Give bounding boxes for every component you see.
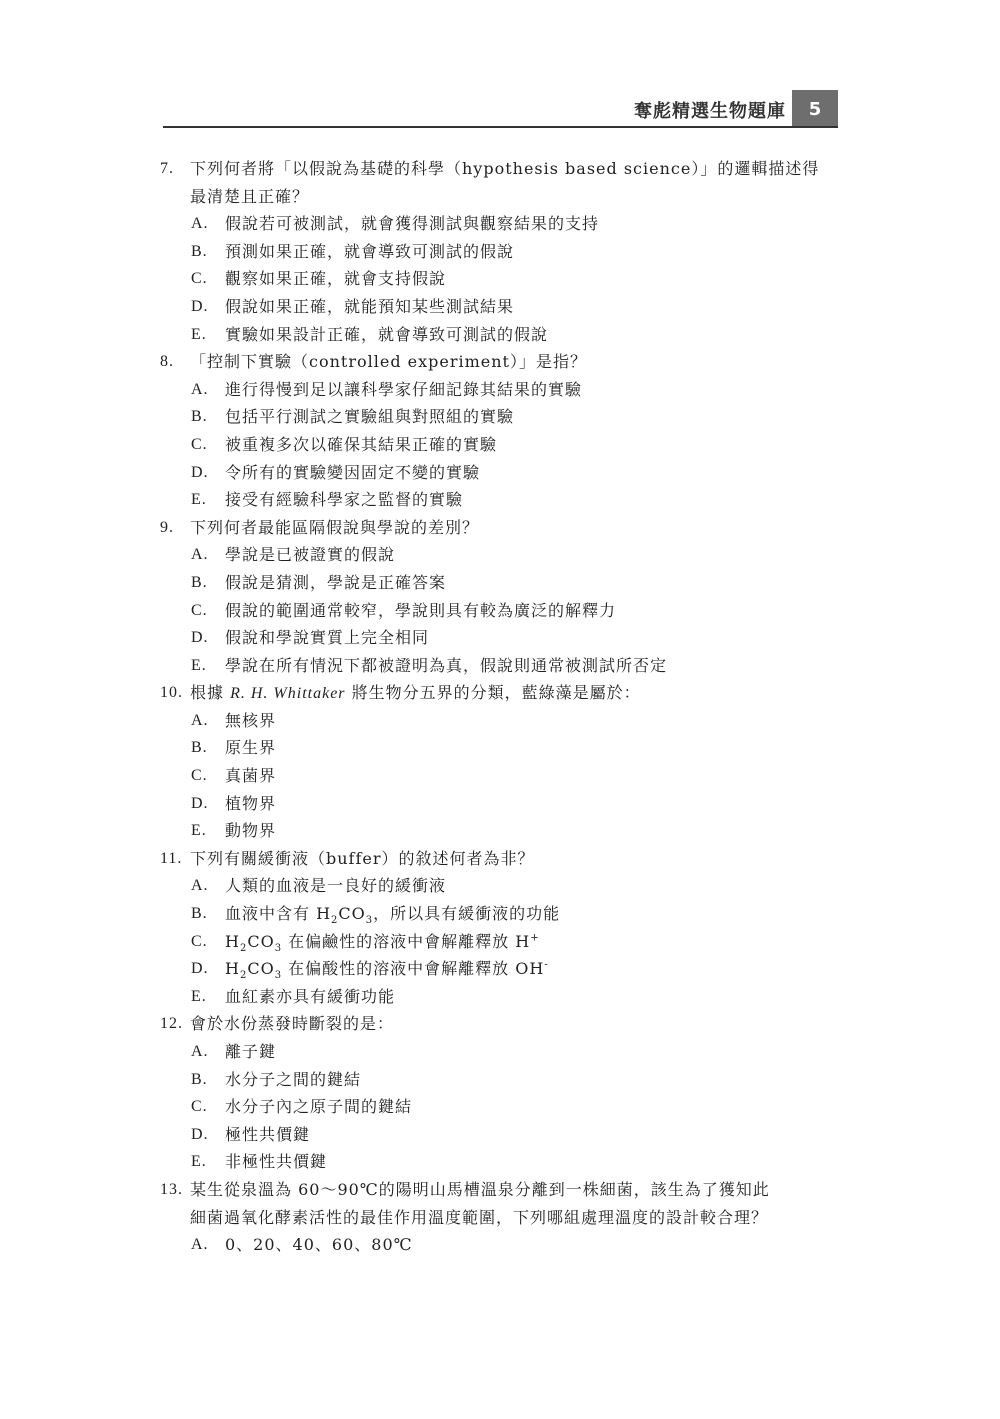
formula-part: ，所以具有緩衝液的功能 (373, 904, 561, 924)
option (160, 1121, 860, 1149)
option-letter: C. (191, 270, 208, 288)
option-text: 假說如果正確，就能預知某些測試結果 (225, 296, 515, 316)
formula-part: 血液中含有 H (225, 904, 332, 924)
option-text: 原生界 (225, 738, 277, 758)
question-number: 7. (160, 160, 174, 177)
question-number: 8. (160, 353, 174, 371)
formula-part: H (225, 931, 240, 951)
option-text: 包括平行測試之實驗組與對照組的實驗 (225, 407, 515, 427)
option (160, 321, 860, 349)
question-list (160, 155, 860, 1259)
question-12 (160, 1010, 860, 1176)
option-text (225, 955, 549, 983)
formula-part: CO (338, 904, 366, 924)
option-letter: E. (191, 987, 207, 1005)
option (160, 265, 860, 293)
option (160, 817, 860, 845)
option-letter: B. (191, 739, 208, 757)
superscript: - (544, 959, 549, 971)
option (160, 762, 860, 790)
option (160, 790, 860, 818)
option-text: 假說和學說實質上完全相同 (225, 628, 430, 648)
option (160, 1148, 860, 1176)
question-text: 下列有關緩衝液（buffer）的敘述何者為非？ (190, 848, 535, 868)
option-text: 離子鍵 (225, 1042, 277, 1061)
question-text: 下列何者最能區隔假說與學說的差別？ (190, 517, 480, 537)
option-letter: D. (191, 960, 209, 978)
option (160, 928, 860, 956)
option (160, 459, 860, 487)
question-text: 會於水份蒸發時斷裂的是： (190, 1014, 395, 1034)
option (160, 376, 860, 404)
option (160, 1093, 860, 1121)
question-number: 12. (160, 1015, 183, 1033)
option-letter: D. (191, 1125, 209, 1143)
page-number: 5 (792, 90, 838, 128)
option-letter: C. (191, 1098, 208, 1116)
option-text: 觀察如果正確，就會支持假說 (225, 269, 447, 289)
option (160, 900, 860, 928)
option-text: 非極性共價鍵 (225, 1152, 328, 1172)
option (160, 734, 860, 762)
option (160, 541, 860, 569)
option-letter: C. (191, 601, 208, 619)
option-text: 真菌界 (225, 766, 277, 786)
option-letter: B. (191, 242, 208, 260)
superscript: + (530, 932, 540, 944)
question-10 (160, 679, 860, 845)
option (160, 1066, 860, 1094)
formula-part: 在偏鹼性的溶液中會解離釋放 H (282, 931, 531, 951)
option-text: 學說在所有情況下都被證明為真，假說則通常被測試所否定 (225, 655, 668, 675)
option-text: 學說是已被證實的假說 (225, 545, 396, 565)
option (160, 1231, 860, 1259)
subscript: 2 (239, 942, 248, 954)
option (160, 624, 860, 652)
question-number: 13. (160, 1180, 183, 1198)
option-text: 假說是猜測，學說是正確答案 (225, 572, 447, 592)
option-letter: D. (191, 463, 209, 481)
option-letter: B. (191, 408, 208, 426)
option (160, 872, 860, 900)
question-text: 某生從泉溫為 60～90℃的陽明山馬槽溫泉分離到一株細菌，該生為了獲知此 (190, 1179, 770, 1199)
option (160, 569, 860, 597)
option-letter: D. (191, 794, 209, 812)
option-text (225, 928, 540, 956)
option-letter: D. (191, 297, 209, 315)
question-number: 9. (160, 518, 174, 536)
question-11 (160, 845, 860, 1011)
subscript: 3 (365, 915, 374, 927)
option-text: 0、20、40、60、80℃ (225, 1235, 413, 1255)
subscript: 3 (274, 942, 283, 954)
option (160, 238, 860, 266)
question-text: 下列何者將「以假說為基礎的科學（hypothesis based science）」的邏輯描述得 (190, 159, 820, 178)
book-title: 奪彪精選生物題庫 (634, 101, 786, 122)
question-text-part: 根據 (190, 683, 231, 703)
formula-part: CO (247, 931, 275, 951)
option-text: 無核界 (225, 710, 277, 730)
option-letter: E. (191, 1153, 207, 1171)
option-letter: B. (191, 905, 208, 923)
option-text (225, 900, 560, 928)
option-text: 假說若可被測試，就會獲得測試與觀察結果的支持 (225, 214, 600, 234)
option-letter: A. (191, 380, 209, 398)
option (160, 1038, 860, 1066)
option (160, 486, 860, 514)
option-text: 進行得慢到足以讓科學家仔細記錄其結果的實驗 (225, 379, 583, 399)
header-rule (163, 126, 838, 128)
option-letter: A. (191, 877, 209, 895)
option-letter: E. (191, 491, 207, 509)
formula-part: H (225, 959, 240, 979)
subscript: 3 (274, 970, 283, 982)
option-letter: A. (191, 215, 209, 233)
option-letter: A. (191, 711, 209, 729)
option-letter: B. (191, 1070, 208, 1088)
option-text: 被重複多次以確保其結果正確的實驗 (225, 434, 498, 454)
option-letter: A. (191, 546, 209, 564)
option-text: 水分子內之原子間的鍵結 (225, 1097, 413, 1117)
option-letter: E. (191, 822, 207, 840)
option-letter: E. (191, 656, 207, 674)
question-text: 「控制下實驗（controlled experiment）」是指？ (190, 352, 587, 372)
option-letter: A. (191, 1236, 209, 1254)
option-letter: B. (191, 573, 208, 591)
option (160, 983, 860, 1011)
option-letter: C. (191, 435, 208, 453)
option (160, 210, 860, 238)
question-number: 10. (160, 684, 183, 702)
option (160, 597, 860, 625)
option (160, 431, 860, 459)
question-number: 11. (160, 849, 183, 867)
question-13 (160, 1176, 860, 1259)
option (160, 652, 860, 680)
option-text: 假說的範圍通常較窄，學說則具有較為廣泛的解釋力 (225, 600, 617, 620)
option (160, 707, 860, 735)
option-text: 預測如果正確，就會導致可測試的假說 (225, 241, 515, 261)
subscript: 2 (239, 970, 248, 982)
option-letter: E. (191, 325, 207, 343)
formula-part: 在偏酸性的溶液中會解離釋放 OH (282, 959, 545, 979)
question-text: 細菌過氧化酵素活性的最佳作用溫度範圍，下列哪組處理溫度的設計較合理？ (190, 1207, 769, 1227)
author-name: R. H. Whittaker (230, 685, 346, 703)
page-header (163, 90, 838, 128)
option (160, 403, 860, 431)
question-text-part: 將生物分五界的分類，藍綠藻是屬於： (345, 683, 641, 703)
question-8 (160, 348, 860, 514)
option-text: 動物界 (225, 821, 277, 841)
question-text: 最清楚且正確？ (190, 186, 310, 206)
option-letter: A. (191, 1043, 209, 1060)
option-text: 實驗如果設計正確，就會導致可測試的假說 (225, 324, 549, 344)
option (160, 293, 860, 321)
question-9 (160, 514, 860, 680)
option-text: 血紅素亦具有緩衝功能 (225, 986, 396, 1006)
option-letter: C. (191, 767, 208, 785)
option-letter: D. (191, 629, 209, 647)
question-text (190, 679, 860, 707)
option-text: 接受有經驗科學家之監督的實驗 (225, 490, 464, 510)
option-text: 植物界 (225, 793, 277, 813)
option (160, 955, 860, 983)
question-7 (160, 155, 860, 348)
subscript: 2 (331, 915, 339, 927)
option-text: 極性共價鍵 (225, 1124, 311, 1144)
option-text: 令所有的實驗變因固定不變的實驗 (225, 462, 481, 482)
option-text: 人類的血液是一良好的緩衝液 (225, 876, 447, 896)
option-text: 水分子之間的鍵結 (225, 1069, 362, 1089)
option-letter: C. (191, 932, 208, 950)
formula-part: CO (247, 959, 275, 979)
